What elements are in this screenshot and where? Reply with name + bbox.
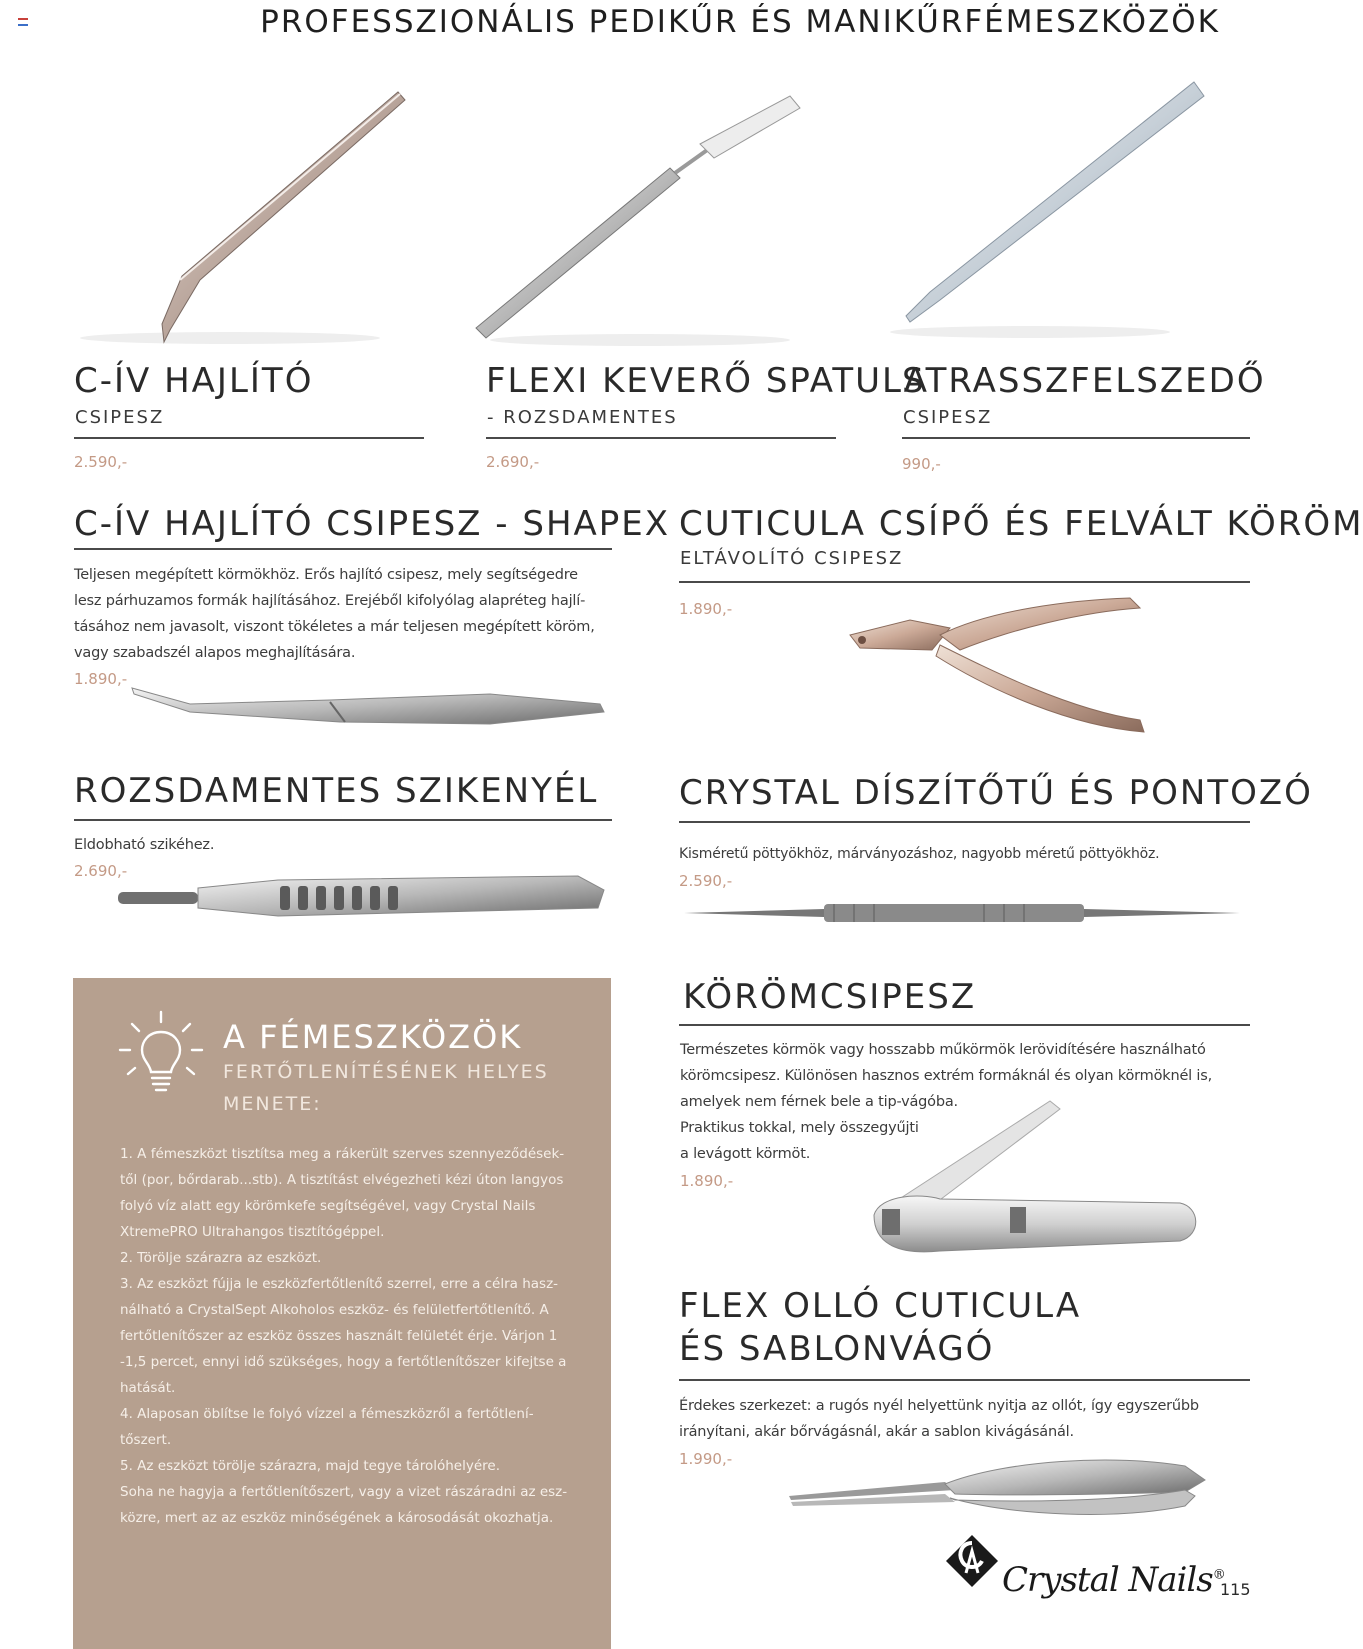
product-desc-szikenyel: Eldobható szikéhez. (74, 837, 215, 853)
product-desc-shapex: Teljesen megépített körmökhöz. Erős hajlító csipesz, mely segítségedre lesz párhuzamos formák hajlításához. Erejéből kifolyólag alapréteg hajlí- tásához nem javasolt, viszont tökéletes a már teljesen megépített köröm, vagy szabadszél alapos meghajlítására. (74, 567, 595, 661)
divider (679, 1379, 1250, 1381)
product-desc-flex-ollo: Érdekes szerkezet: a rugós nyél helyettünk nyitja az ollót, így egyszerűbb irányítani, akár bőrvágásnál, akár a sablon kivágásánál. (679, 1398, 1199, 1440)
dotting-tool-image (684, 898, 1244, 928)
c-iv-tweezer-image (60, 80, 420, 360)
panel-subtitle: FERTŐTLENÍTÉSÉNEK HELYES MENETE: (223, 1061, 549, 1115)
divider (679, 821, 1250, 823)
cuticle-nipper-image (840, 590, 1160, 750)
scalpel-handle-image (118, 872, 608, 922)
divider (679, 581, 1250, 583)
product-title-c-iv: C-ÍV HAJLÍTÓ (74, 361, 314, 401)
product-subtitle-flexi-spatula: - ROZSDAMENTES (487, 407, 678, 428)
shapex-tweezer-image (130, 682, 610, 732)
product-title-diszitotu: CRYSTAL DÍSZÍTŐTŰ ÉS PONTOZÓ (679, 773, 1313, 813)
product-title-flex-ollo-line2: ÉS SABLONVÁGÓ (679, 1329, 995, 1369)
strassz-tweezer-image (880, 80, 1210, 350)
product-desc-diszitotu: Kisméretű pöttyökhöz, márványozáshoz, nagyobb méretű pöttyökhöz. (679, 846, 1160, 862)
lightbulb-icon (120, 1010, 202, 1100)
product-title-koromcsipesz: KÖRÖMCSIPESZ (683, 977, 977, 1017)
panel-title: A FÉMESZKÖZÖK (223, 1018, 523, 1056)
flexi-spatula-image (470, 88, 830, 358)
price-cuticula-csipo: 1.890,- (679, 600, 733, 618)
divider (486, 437, 836, 439)
product-subtitle-strassz: CSIPESZ (903, 407, 993, 428)
panel-steps: 1. A fémeszközt tisztítsa meg a rákerült szerves szennyeződések- től (por, bőrdarab...stb). A tisztítást elvégezheti kézi úton langyos folyó víz alatt egy körömkefe segítségével, vagy Crystal Nails XtremePRO Ultrahangos tisztítógéppel. 2. Törölje szárazra az eszközt. 3. Az eszközt fújja le eszközfertőtlenítő szerrel, erre a célra hasz- nálható a CrystalSept Alkoholos eszköz- és felületfertőtlenítő. A fertőtlenítőszer az eszköz összes használt felületét érje. Várjon 1 -1,5 percet, ennyi idő szükséges, hogy a fertőtlenítőszer kifejtse a hatását. 4. Alaposan öblítse le folyó vízzel a fémeszközről a fertőtlení- tőszert. 5. Az eszközt törölje szárazra, majd tegye tárolóhelyére. Soha ne hagyja a fertőtlenítőszert, vagy a vizet rászáradni az esz- közre, mert az az eszköz minőségének a károsodását okozhatja. (120, 1146, 568, 1526)
divider (74, 548, 612, 550)
product-title-strassz: STRASSZFELSZEDŐ (902, 361, 1266, 401)
crystal-nails-logo-icon (944, 1533, 1000, 1589)
product-subtitle-c-iv: CSIPESZ (75, 407, 165, 428)
nail-clipper-image (860, 1095, 1210, 1265)
price-flex-ollo: 1.990,- (679, 1450, 733, 1468)
divider (74, 819, 612, 821)
product-title-cuticula-csipo: CUTICULA CSÍPŐ ÉS FELVÁLT KÖRÖM (679, 504, 1363, 544)
price-diszitotu: 2.590,- (679, 872, 733, 890)
product-title-szikenyel: ROZSDAMENTES SZIKENYÉL (74, 771, 599, 811)
product-subtitle-cuticula-csipo: ELTÁVOLÍTÓ CSIPESZ (680, 548, 904, 569)
flex-scissors-image (785, 1450, 1215, 1530)
product-title-shapex: C-ÍV HAJLÍTÓ CSIPESZ - SHAPEX (74, 504, 671, 544)
product-title-flex-ollo-line1: FLEX OLLÓ CUTICULA (679, 1286, 1082, 1326)
product-desc-koromcsipesz: Természetes körmök vagy hosszabb műkörmök lerövidítésére használható körömcsipesz. Különösen hasznos extrém formáknál és olyan körmöknél is, amelyek nem férnek bele a tip-vágóba. Praktikus tokkal, mely összegyűjti a levágott körmöt. (680, 1042, 1213, 1162)
flag-icon (18, 18, 28, 25)
price-c-iv: 2.590,- (74, 453, 128, 471)
price-koromcsipesz: 1.890,- (680, 1172, 734, 1190)
divider (679, 1024, 1250, 1026)
divider (902, 437, 1250, 439)
price-strassz: 990,- (902, 455, 941, 473)
brand-name: Crystal Nails® (1002, 1560, 1225, 1600)
page-title: PROFESSZIONÁLIS PEDIKŰR ÉS MANIKŰRFÉMESZKÖZÖK (260, 4, 1220, 40)
price-shapex: 1.890,- (74, 670, 128, 688)
price-flexi-spatula: 2.690,- (486, 453, 540, 471)
page-number: 115 (1220, 1580, 1251, 1599)
divider (74, 437, 424, 439)
product-title-flexi-spatula: FLEXI KEVERŐ SPATULA (486, 361, 929, 401)
price-szikenyel: 2.690,- (74, 862, 128, 880)
